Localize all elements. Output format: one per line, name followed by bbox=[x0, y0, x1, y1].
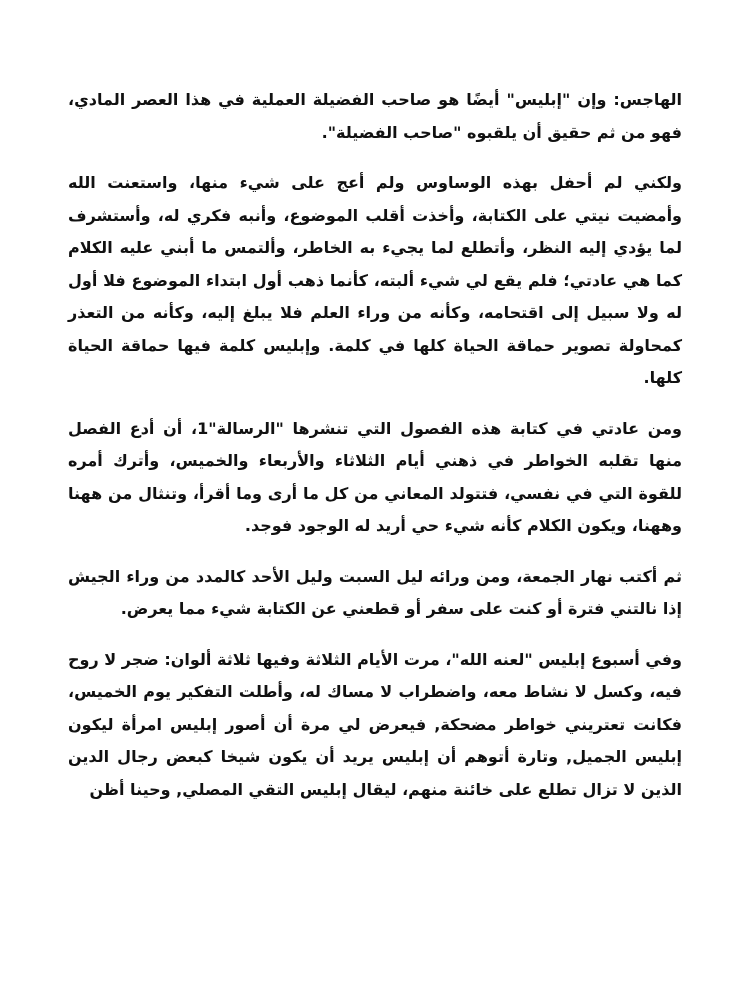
paragraph-4: ثم أكتب نهار الجمعة، ومن ورائه ليل السبت وليل الأحد كالمدد من وراء الجيش إذا نالتني فترة أو كنت على سفر أو قطعني عن الكتابة شيء مما يعرض. bbox=[68, 566, 682, 618]
paragraph-2: ولكني لم أحفل بهذه الوساوس ولم أعج على شيء منها، واستعنت الله وأمضيت نيتي على الكتابة، وأخذت أقلب الموضوع، وأنبه فكري له، وأستشرف لما يؤدي إليه النظر، وأتطلع لما يجيء به الخاطر، وألتمس ما أبني عليه الكلام كما هي عادتي؛ فلم يقع لي شيء ألبته، كأنما ذهب أول ابتداء الموضوع فلا أول له ولا سبيل إلى اقتحامه، وكأنه من وراء العلم فلا يبلغ إليه، وكأنه من التعذر كمحاولة تصوير حماقة الحياة كلها في كلمة. وإبليس كلمة فيها حماقة الحياة كلها. bbox=[68, 173, 682, 387]
paragraph-3: ومن عادتي في كتابة هذه الفصول التي تنشرها "الرسالة"1، أن أدع الفصل منها تقلبه الخواطر في ذهني أيام الثلاثاء والأربعاء والخميس، وأترك أمره للقوة التي في نفسي، فتتولد المعاني من كل ما أرى وما أقرأ، وتنثال من ههنا وههنا، ويكون الكلام كأنه شيء حي أريد له الوجود فوجد. bbox=[68, 418, 683, 535]
paragraph-5: وفي أسبوع إبليس "لعنه الله"، مرت الأيام الثلاثة وفيها ثلاثة ألوان: ضجر لا روح فيه، وكسل لا نشاط معه، واضطراب لا مساك له، وأطلت التفكير يوم الخميس، فكانت تعتريني خواطر مضحكة, فيعرض لي مرة أن أصور إبليس امرأة ليكون إبليس الجميل, وتارة أتوهم أن إبليس يريد أن يكون شيخا كبعض رجال الدين الذين لا تزال تطلع على خائنة منهم، ليقال إبليس التقي المصلي, وحينا أظن bbox=[68, 649, 682, 799]
paragraph-1: الهاجس: وإن "إبليس" أيضًا هو صاحب الفضيلة العملية في هذا العصر المادي، فهو من ثم حقيق أن يلقبوه "صاحب الفضيلة". bbox=[68, 90, 682, 142]
document-page bbox=[68, 84, 682, 824]
